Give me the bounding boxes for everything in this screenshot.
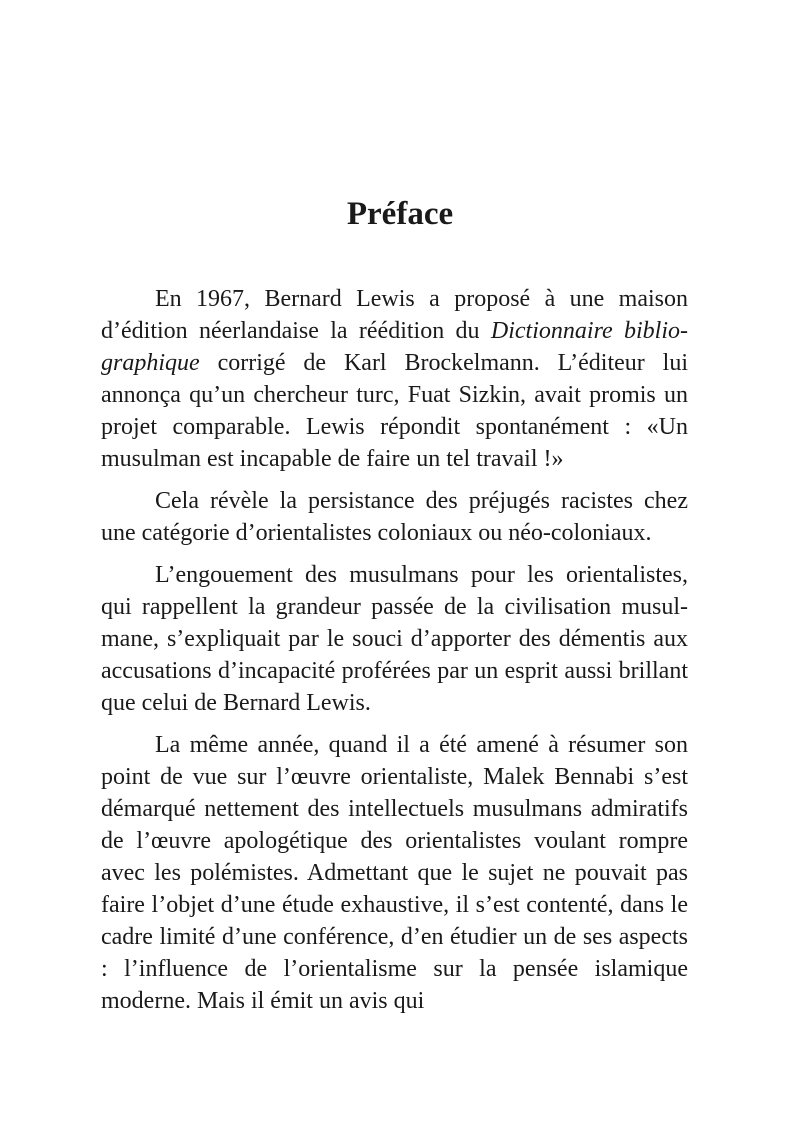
paragraph-1 [101,283,688,475]
paragraph-1-book-title: Dictionnaire bibliographique [101,318,689,376]
paragraph-1-text-end: corrigé de Karl Brockelmann. L’éditeur lui annonça qu’un chercheur turc, Fuat Sizkin, avait promis un projet comparable. Lewis répondit spontanément : «Un musulman est incapable de faire un tel travail !» [101,350,688,472]
paragraph-3: L’engouement des musulmans pour les orientalistes, qui rappellent la grandeur passée de la civilisation musulmane, s’expliquait par le souci d’apporter des démentis aux accusations d’incapacité proférées par un esprit aussi brillant que celui de Bernard Lewis. [101,562,688,716]
paragraph-2: Cela révèle la persistance des préjugés racistes chez une catégorie d’orientalistes coloniaux ou néo-coloniaux. [101,488,688,546]
page-title: Préface [346,196,454,232]
body-text [101,283,688,1017]
paragraph-4: La même année, quand il a été amené à résumer son point de vue sur l’œuvre orientaliste, Malek Bennabi s’est démarqué nettement des intellectuels musulmans admiratifs de l’œuvre apologétique des orientalistes voulant rompre avec les polémistes. Admettant que le sujet ne pouvait pas faire l’objet d’une étude exhaustive, il s’est contenté, dans le cadre limité d’une conférence, d’en étudier un de ses aspects : l’influence de l’orientalisme sur la pensée islamique moderne. Mais il émit un avis qui [101,732,688,1014]
paragraph-1-text-start: En 1967, Bernard Lewis a proposé à une maison d’édition néerlandaise la réédition du [101,286,688,344]
